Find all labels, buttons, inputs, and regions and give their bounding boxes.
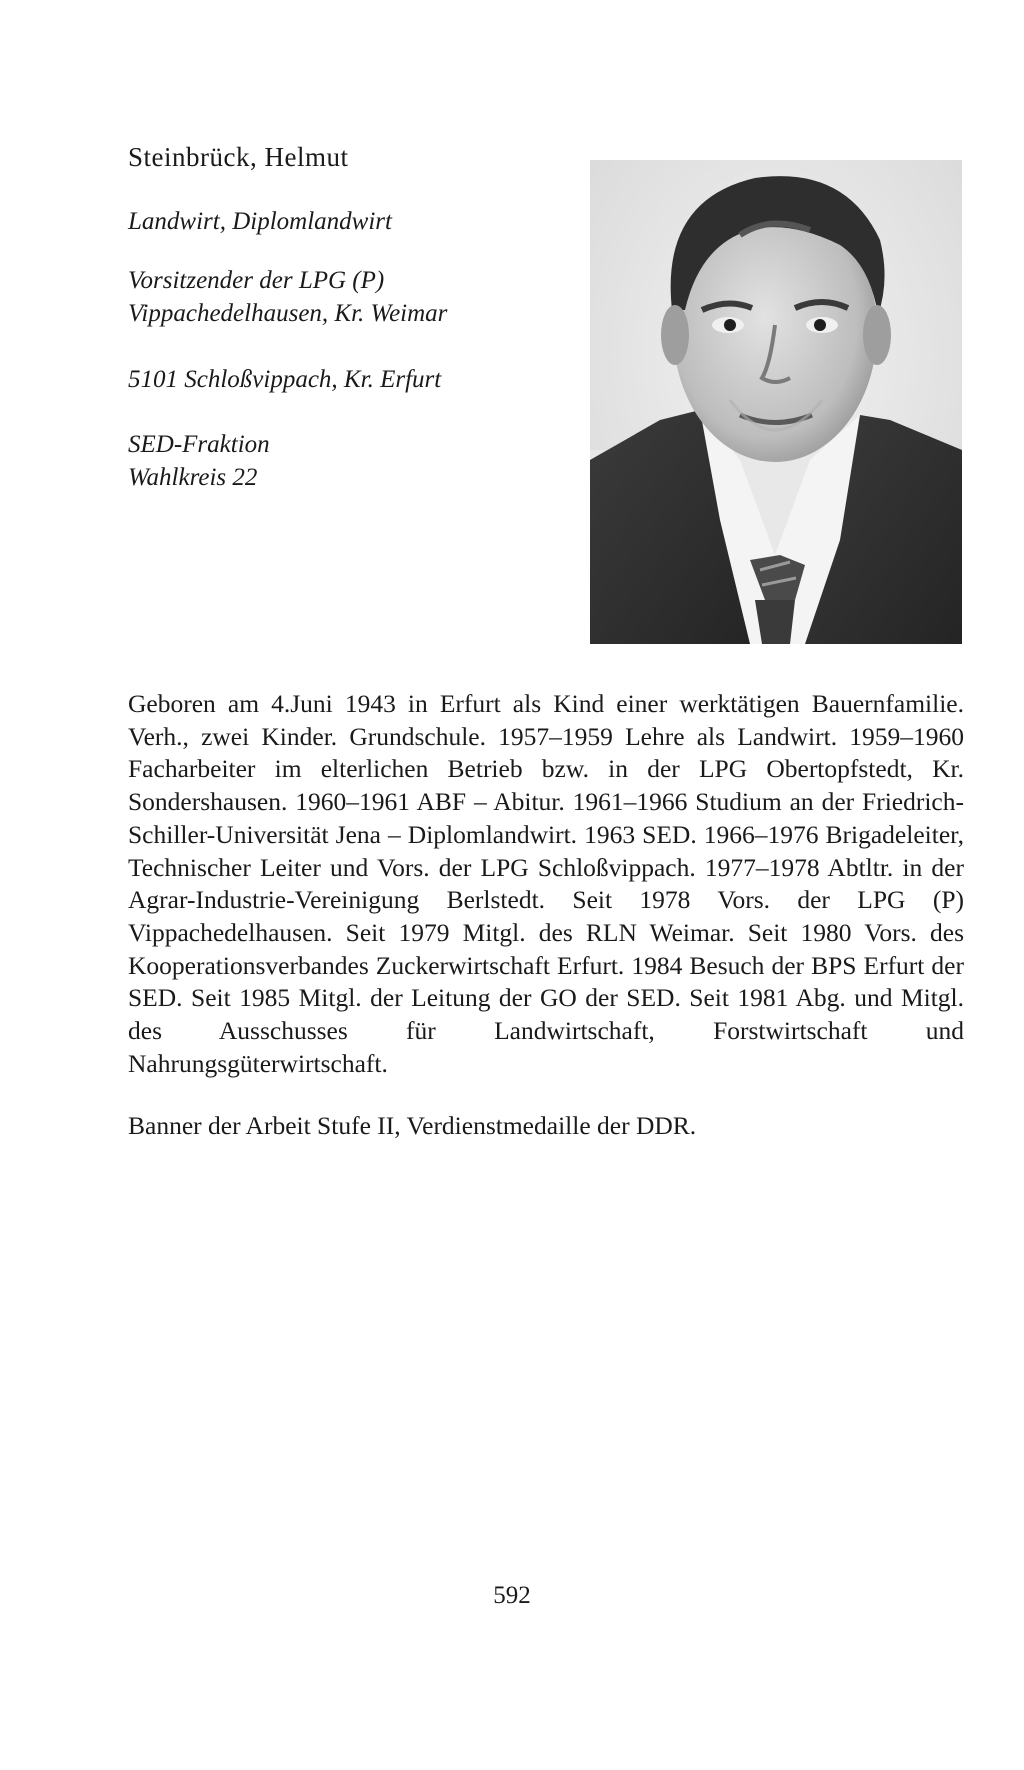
constituency: Wahlkreis 22 — [128, 464, 258, 491]
person-name: Steinbrück, Helmut — [128, 142, 349, 172]
profession — [128, 205, 392, 238]
honors-line: Banner der Arbeit Stufe II, Verdienstmedaille der DDR. — [128, 1111, 697, 1140]
portrait-drawing — [590, 160, 962, 644]
address — [128, 363, 441, 396]
address-text: 5101 Schloßvippach, Kr. Erfurt — [128, 366, 442, 393]
profession-text: Landwirt, Diplomlandwirt — [128, 208, 392, 235]
page-number: 592 — [493, 1582, 531, 1609]
portrait-photo — [590, 160, 962, 644]
faction-info — [128, 428, 270, 494]
biography-paragraph: Geboren am 4.Juni 1943 in Erfurt als Kind einer werktätigen Bauernfamilie. Verh., zwei Kinder. Grundschule. 1957–1959 Lehre als Landwirt. 1959–1960 Facharbeiter im elterlichen Betrieb bzw. in der LPG Obertopfstedt, Kr. Sondershausen. 1960–1961 ABF – Abitur. 1961–1966 Studium an der Friedrich-Schiller-Universität Jena – Diplomlandwirt. 1963 SED. 1966–1976 Brigadeleiter, Technischer Leiter und Vors. der LPG Schloßvippach. 1977–1978 Abtltr. in der Agrar-Industrie-Vereinigung Berlstedt. Seit 1978 Vors. der LPG (P) Vippachedelhausen. Seit 1979 Mitgl. des RLN Weimar. Seit 1980 Vors. des Kooperationsverbandes Zuckerwirtschaft Erfurt. 1984 Besuch der BPS Erfurt der SED. Seit 1985 Mitgl. der Leitung der GO der SED. Seit 1981 Abg. und Mitgl. des Ausschusses für Landwirtschaft, Forstwirtschaft und Nahrungsgüterwirtschaft. — [128, 689, 964, 1078]
position-line-2: Vippachedelhausen, Kr. Weimar — [128, 300, 448, 327]
position-line-1: Vorsitzender der LPG (P) — [128, 267, 385, 294]
faction: SED-Fraktion — [128, 431, 270, 458]
position — [128, 264, 447, 330]
